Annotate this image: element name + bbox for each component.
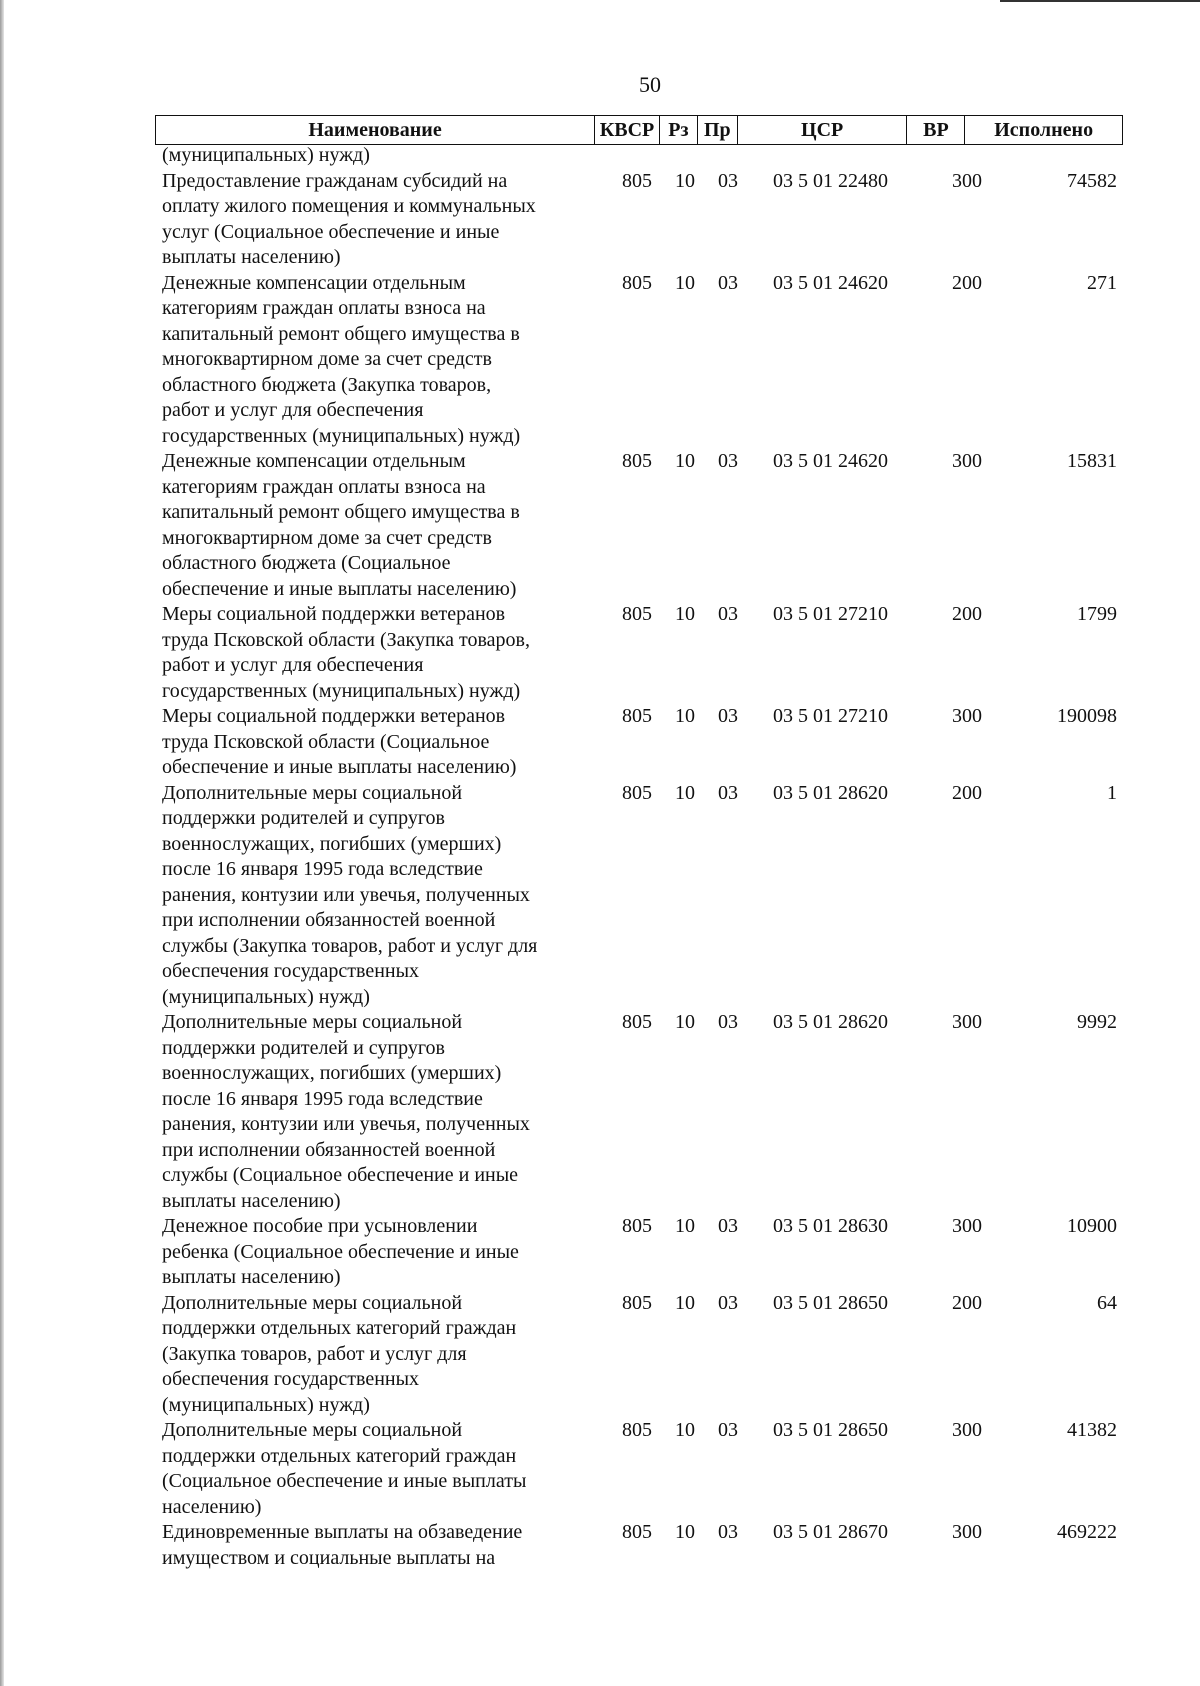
table-row xyxy=(162,1418,1122,1520)
header-rz: Рз xyxy=(660,116,698,144)
table-row xyxy=(162,271,1122,450)
row-name-line: обеспечения государственных xyxy=(162,960,420,982)
row-name-line: обеспечение и иные выплаты населению) xyxy=(162,756,517,778)
row-vr: 300 xyxy=(952,169,982,192)
row-csr: 03 5 01 24620 xyxy=(773,450,888,472)
continuation-text: (муниципальных) нужд) xyxy=(162,144,370,166)
header-kvsr: КВСР xyxy=(595,116,660,144)
row-name-line: Единовременные выплаты на обзаведение xyxy=(162,1521,523,1543)
row-kvsr: 805 xyxy=(622,603,652,625)
row-rz: 10 xyxy=(675,1011,695,1033)
row-name-line: многоквартирном доме за счет средств xyxy=(162,348,492,370)
row-name xyxy=(162,169,582,271)
row-ispolneno: 15831 xyxy=(1067,450,1117,472)
row-name-line: категориям граждан оплаты взноса на xyxy=(162,475,486,498)
table-header xyxy=(155,115,1123,145)
row-name-line: капитальный ремонт общего имущества в xyxy=(162,501,520,523)
row-name-line: Дополнительные меры социальной xyxy=(162,781,463,804)
row-pr: 03 xyxy=(718,603,738,625)
row-pr: 03 xyxy=(718,781,738,804)
row-name-line: поддержки родителей и супругов xyxy=(162,807,445,829)
table-row xyxy=(162,1010,1122,1214)
row-name xyxy=(162,1010,582,1214)
table-row xyxy=(162,169,1122,271)
row-rz: 10 xyxy=(675,450,695,472)
row-vr: 300 xyxy=(952,1011,982,1033)
row-kvsr: 805 xyxy=(622,1215,652,1237)
row-name xyxy=(162,602,582,704)
row-pr: 03 xyxy=(718,450,738,472)
row-name-line: выплаты населению) xyxy=(162,1189,341,1212)
row-vr: 300 xyxy=(952,1521,982,1543)
table-row xyxy=(162,704,1122,781)
row-name-line: труда Псковской области (Закупка товаров, xyxy=(162,628,530,651)
row-name-line: Денежные компенсации отдельным xyxy=(162,271,466,294)
row-name-line: многоквартирном доме за счет средств xyxy=(162,526,492,549)
row-pr: 03 xyxy=(718,1011,738,1033)
row-kvsr: 805 xyxy=(622,271,652,294)
table-row xyxy=(162,449,1122,602)
row-vr: 200 xyxy=(952,1291,982,1314)
row-name-line: Дополнительные меры социальной xyxy=(162,1011,463,1033)
row-ispolneno: 1 xyxy=(1107,781,1117,804)
row-name xyxy=(162,1291,582,1419)
table-row xyxy=(162,1520,1122,1571)
row-pr: 03 xyxy=(718,271,738,294)
row-vr: 300 xyxy=(952,705,982,727)
row-csr: 03 5 01 22480 xyxy=(773,169,888,192)
row-name-line: службы (Социальное обеспечение и иные xyxy=(162,1164,519,1186)
row-pr: 03 xyxy=(718,1291,738,1314)
row-name-line: военнослужащих, погибших (умерших) xyxy=(162,832,502,855)
row-vr: 300 xyxy=(952,1215,982,1237)
row-name xyxy=(162,449,582,602)
row-pr: 03 xyxy=(718,705,738,727)
row-csr: 03 5 01 28630 xyxy=(773,1215,888,1237)
row-name-line: областного бюджета (Социальное xyxy=(162,552,451,574)
table-row xyxy=(162,781,1122,1011)
table-row xyxy=(162,1214,1122,1291)
row-kvsr: 805 xyxy=(622,1011,652,1033)
header-pr: Пр xyxy=(698,116,738,144)
table-body xyxy=(162,143,1122,1571)
row-ispolneno: 1799 xyxy=(1077,603,1117,625)
row-name-line: услуг (Социальное обеспечение и иные xyxy=(162,220,500,243)
row-name-line: ранения, контузии или увечья, полученных xyxy=(162,883,530,906)
row-kvsr: 805 xyxy=(622,781,652,804)
row-name-line: имуществом и социальные выплаты на xyxy=(162,1546,496,1569)
row-pr: 03 xyxy=(718,1215,738,1237)
row-rz: 10 xyxy=(675,1215,695,1237)
row-name-line: Дополнительные меры социальной xyxy=(162,1291,463,1314)
row-name-line: работ и услуг для обеспечения xyxy=(162,654,424,676)
row-name xyxy=(162,271,582,450)
row-ispolneno: 74582 xyxy=(1067,169,1117,192)
row-pr: 03 xyxy=(718,1521,738,1543)
row-name-line: поддержки отдельных категорий граждан xyxy=(162,1444,517,1467)
row-vr: 200 xyxy=(952,603,982,625)
row-name-line: при исполнении обязанностей военной xyxy=(162,1138,496,1161)
row-name-line: выплаты населению) xyxy=(162,246,341,268)
row-rz: 10 xyxy=(675,271,695,294)
row-pr: 03 xyxy=(718,169,738,192)
row-name-line: выплаты населению) xyxy=(162,1266,341,1288)
scan-edge-left xyxy=(0,0,4,1686)
row-vr: 200 xyxy=(952,781,982,804)
header-vr: ВР xyxy=(907,116,965,144)
row-name-line: Предоставление гражданам субсидий на xyxy=(162,169,508,192)
row-rz: 10 xyxy=(675,781,695,804)
row-kvsr: 805 xyxy=(622,1419,652,1441)
row-ispolneno: 190098 xyxy=(1057,705,1117,727)
row-name xyxy=(162,781,582,1011)
page-number: 50 xyxy=(639,72,661,97)
row-ispolneno: 41382 xyxy=(1067,1419,1117,1441)
row-vr: 200 xyxy=(952,271,982,294)
row-name xyxy=(162,1418,582,1520)
row-vr: 300 xyxy=(952,1419,982,1441)
header-ispolneno: Исполнено xyxy=(994,118,1094,141)
row-ispolneno: 64 xyxy=(1097,1291,1117,1314)
row-name-line: после 16 января 1995 года вследствие xyxy=(162,858,483,880)
row-name xyxy=(162,1520,582,1571)
row-name-line: обеспечение и иные выплаты населению) xyxy=(162,577,517,600)
row-name-line: службы (Закупка товаров, работ и услуг для xyxy=(162,934,538,957)
row-kvsr: 805 xyxy=(622,1521,652,1543)
row-ispolneno: 9992 xyxy=(1077,1011,1117,1033)
row-name xyxy=(162,1214,582,1291)
row-name-line: (муниципальных) нужд) xyxy=(162,985,370,1008)
row-rz: 10 xyxy=(675,169,695,192)
row-name-line: населению) xyxy=(162,1495,262,1518)
row-name-line: государственных (муниципальных) нужд) xyxy=(162,679,521,702)
row-rz: 10 xyxy=(675,1521,695,1543)
row-name-line: категориям граждан оплаты взноса на xyxy=(162,297,486,319)
row-name-line: труда Псковской области (Социальное xyxy=(162,730,490,753)
row-csr: 03 5 01 28650 xyxy=(773,1419,888,1441)
row-name-line: Денежные компенсации отдельным xyxy=(162,450,466,472)
row-rz: 10 xyxy=(675,705,695,727)
row-name-line: после 16 января 1995 года вследствие xyxy=(162,1087,483,1110)
row-name-line: Меры социальной поддержки ветеранов xyxy=(162,705,506,727)
row-csr: 03 5 01 24620 xyxy=(773,271,888,294)
row-name-line: капитальный ремонт общего имущества в xyxy=(162,322,520,345)
row-name-line: оплату жилого помещения и коммунальных xyxy=(162,195,536,217)
row-name-line: Денежное пособие при усыновлении xyxy=(162,1215,478,1237)
row-kvsr: 805 xyxy=(622,450,652,472)
row-csr: 03 5 01 28670 xyxy=(773,1521,888,1543)
row-name-line: ребенка (Социальное обеспечение и иные xyxy=(162,1240,519,1263)
row-name-line: обеспечения государственных xyxy=(162,1368,420,1390)
row-kvsr: 805 xyxy=(622,169,652,192)
row-vr: 300 xyxy=(952,450,982,472)
row-ispolneno: 469222 xyxy=(1057,1521,1117,1543)
row-name-line: военнослужащих, погибших (умерших) xyxy=(162,1062,502,1084)
row-rz: 10 xyxy=(675,1419,695,1441)
row-name-line: (муниципальных) нужд) xyxy=(162,1393,370,1416)
row-kvsr: 805 xyxy=(622,705,652,727)
row-name xyxy=(162,704,582,781)
row-ispolneno: 10900 xyxy=(1067,1215,1117,1237)
row-rz: 10 xyxy=(675,1291,695,1314)
table-row xyxy=(162,1291,1122,1419)
header-name: Наименование xyxy=(156,116,595,144)
header-csr: ЦСР xyxy=(738,116,908,144)
row-csr: 03 5 01 28650 xyxy=(773,1291,888,1314)
row-rz: 10 xyxy=(675,603,695,625)
scan-edge-top xyxy=(1000,0,1200,2)
row-name-line: Дополнительные меры социальной xyxy=(162,1419,463,1441)
row-name-line: государственных (муниципальных) нужд) xyxy=(162,424,521,447)
row-csr: 03 5 01 28620 xyxy=(773,1011,888,1033)
row-ispolneno: 271 xyxy=(1087,271,1117,294)
row-name-line: (Социальное обеспечение и иные выплаты xyxy=(162,1470,527,1492)
row-csr: 03 5 01 27210 xyxy=(773,603,888,625)
row-name-line: ранения, контузии или увечья, полученных xyxy=(162,1113,530,1135)
row-name-line: поддержки родителей и супругов xyxy=(162,1036,445,1059)
row-name-line: поддержки отдельных категорий граждан xyxy=(162,1317,517,1339)
table-row xyxy=(162,602,1122,704)
row-name-line: при исполнении обязанностей военной xyxy=(162,909,496,931)
row-name-line: Меры социальной поддержки ветеранов xyxy=(162,603,506,625)
row-pr: 03 xyxy=(718,1419,738,1441)
row-csr: 03 5 01 27210 xyxy=(773,705,888,727)
row-csr: 03 5 01 28620 xyxy=(773,781,888,804)
row-name-line: областного бюджета (Закупка товаров, xyxy=(162,373,492,396)
row-kvsr: 805 xyxy=(622,1291,652,1314)
row-name-line: работ и услуг для обеспечения xyxy=(162,399,424,421)
row-name-line: (Закупка товаров, работ и услуг для xyxy=(162,1342,467,1365)
